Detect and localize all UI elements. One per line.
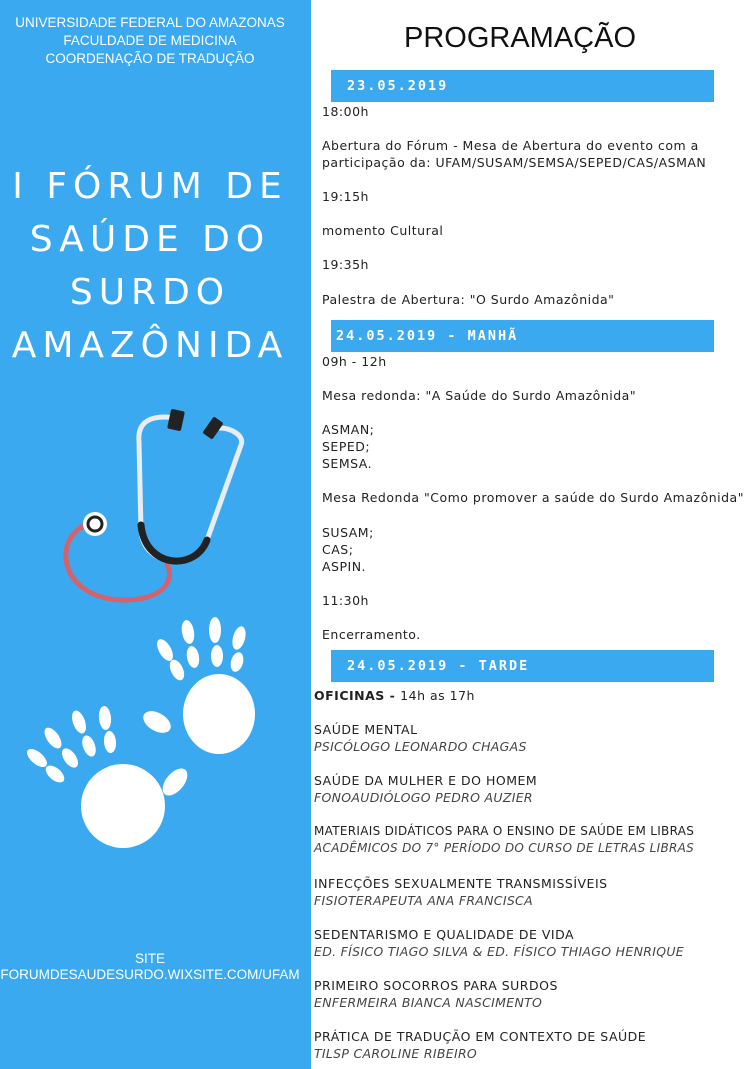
schedule-text: ASMAN; <box>322 422 375 437</box>
program-title: PROGRAMAÇÃO <box>404 22 637 54</box>
site-label: SITE <box>134 951 165 966</box>
day2-afternoon-header: 24.05.2019 - TARDE <box>331 650 714 682</box>
institution-coordination: COORDENAÇÃO DE TRADUÇÃO <box>45 51 255 66</box>
schedule-text: Palestra de Abertura: "O Surdo Amazônida" <box>322 292 615 307</box>
schedule-time: 19:35h <box>322 257 369 272</box>
workshop-speaker: FONOAUDIÓLOGO PEDRO AUZIER <box>314 790 533 805</box>
workshop-name: SAÚDE DA MULHER E DO HOMEM <box>314 773 538 788</box>
schedule-text: momento Cultural <box>322 223 444 238</box>
schedule-text: Abertura do Fórum - Mesa de Abertura do evento com a <box>322 138 699 153</box>
workshop-speaker: ENFERMEIRA BIANCA NASCIMENTO <box>314 995 543 1010</box>
schedule-time: 19:15h <box>322 189 369 204</box>
schedule-text: CAS; <box>322 542 354 557</box>
workshop-name: PRÁTICA DE TRADUÇÃO EM CONTEXTO DE SAÚDE <box>314 1029 647 1044</box>
schedule-text: SEMSA. <box>322 456 373 471</box>
event-title <box>0 160 300 372</box>
workshop-speaker: TILSP CAROLINE RIBEIRO <box>314 1046 478 1061</box>
event-title-line: I FÓRUM DE <box>12 166 288 207</box>
workshops-intro-bold: OFICINAS - <box>314 688 401 703</box>
institution-university: UNIVERSIDADE FEDERAL DO AMAZONAS <box>15 15 285 30</box>
schedule-text: Mesa Redonda "Como promover a saúde do Surdo Amazônida" <box>322 490 744 505</box>
workshop-speaker: PSICÓLOGO LEONARDO CHAGAS <box>314 739 527 754</box>
schedule-time: 11:30h <box>322 593 369 608</box>
event-title-line: AMAZÔNIDA <box>11 325 289 366</box>
workshop-speaker: FISIOTERAPEUTA ANA FRANCISCA <box>314 893 533 908</box>
workshops-intro <box>314 687 475 704</box>
institution-faculty: FACULDADE DE MEDICINA <box>63 33 237 48</box>
site-block <box>0 951 300 983</box>
workshop-name: INFECÇÕES SEXUALMENTE TRANSMISSÍVEIS <box>314 876 608 891</box>
handprints-icon <box>15 610 265 860</box>
left-panel <box>0 0 311 1069</box>
workshop-speaker: ACADÊMICOS DO 7° PERÍODO DO CURSO DE LETRAS LIBRAS <box>314 841 695 855</box>
workshop-name: PRIMEIRO SOCORROS PARA SURDOS <box>314 978 558 993</box>
schedule-time: 09h - 12h <box>322 354 387 369</box>
institution-block <box>0 14 300 68</box>
schedule-text: SUSAM; <box>322 525 374 540</box>
schedule-text: Encerramento. <box>322 627 421 642</box>
workshop-speaker: ED. FÍSICO TIAGO SILVA & ED. FÍSICO THIAGO HENRIQUE <box>314 944 684 959</box>
workshop-name: SEDENTARISMO E QUALIDADE DE VIDA <box>314 927 575 942</box>
day1-header: 23.05.2019 <box>331 70 714 102</box>
workshop-name: SAÚDE MENTAL <box>314 722 418 737</box>
schedule-text: Mesa redonda: "A Saúde do Surdo Amazônida" <box>322 388 637 403</box>
event-title-line: SAÚDE DO <box>29 219 271 260</box>
schedule-text: ASPIN. <box>322 559 367 574</box>
schedule-text: participação da: UFAM/SUSAM/SEMSA/SEPED/CAS/ASMAN <box>322 155 707 170</box>
site-url[interactable]: FORUMDESAUDESURDO.WIXSITE.COM/UFAM <box>0 967 300 982</box>
schedule-text: SEPED; <box>322 439 371 454</box>
workshop-name: MATERIAIS DIDÁTICOS PARA O ENSINO DE SAÚDE EM LIBRAS <box>314 824 695 838</box>
stethoscope-icon <box>55 400 255 610</box>
schedule-time: 18:00h <box>322 104 369 119</box>
event-title-line: SURDO <box>69 272 231 313</box>
workshops-intro-time: 14h as 17h <box>400 688 475 703</box>
day2-morning-header: 24.05.2019 - MANHÃ <box>331 320 714 352</box>
